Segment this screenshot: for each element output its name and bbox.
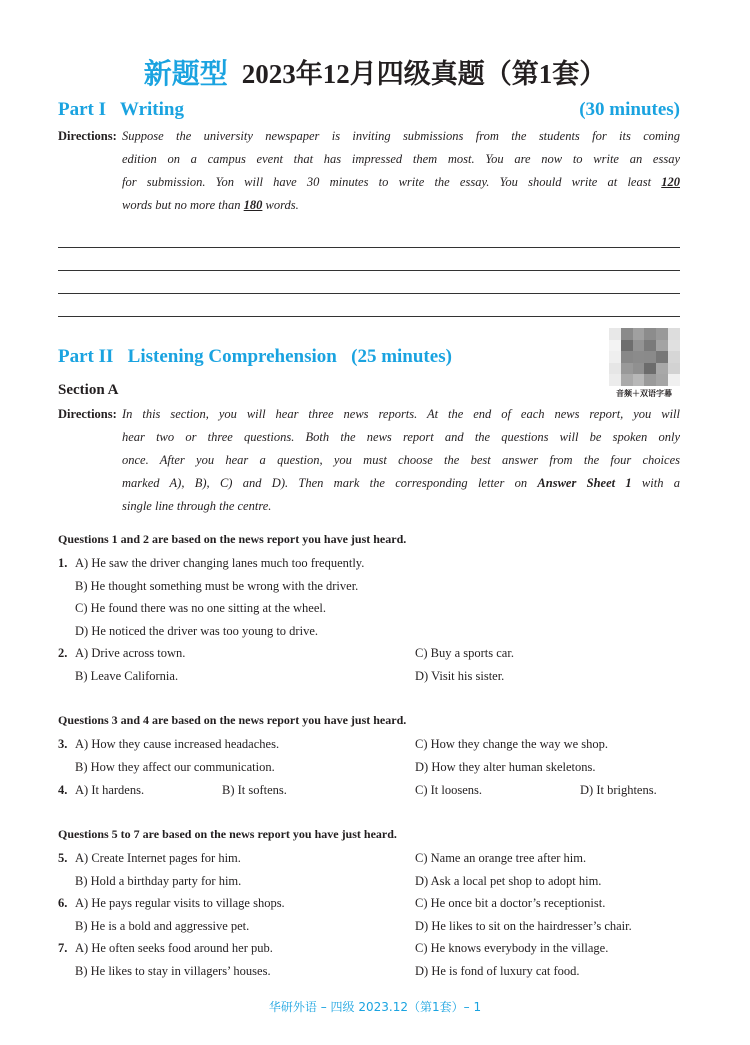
- question-group-header: Questions 5 to 7 are based on the news report you have just heard.: [58, 827, 397, 841]
- answer-option: A) How they cause increased headaches.: [75, 737, 280, 751]
- part1-time: (30 minutes): [579, 99, 680, 120]
- answer-option: C) He once bit a doctor’s receptionist.: [415, 896, 606, 910]
- qr-cell: [621, 374, 633, 386]
- qr-cell: [633, 374, 645, 386]
- qr-cell: [609, 351, 621, 363]
- qr-cell: [621, 363, 633, 375]
- qr-cell: [644, 351, 656, 363]
- answer-option: C) Name an orange tree after him.: [415, 851, 587, 865]
- qr-cell: [644, 374, 656, 386]
- title-prefix: 新题型: [143, 59, 228, 90]
- qr-cell: [656, 351, 668, 363]
- answer-option: C) Buy a sports car.: [415, 646, 514, 660]
- qr-cell: [644, 340, 656, 352]
- answer-option: C) He found there was no one sitting at the wheel.: [75, 601, 326, 615]
- answer-option: A) He pays regular visits to village shops.: [75, 896, 285, 910]
- qr-cell: [656, 328, 668, 340]
- part2-dir-line3: once. After you hear a question, you must choose the best answer from the four choices: [122, 453, 680, 467]
- part2-heading: Part II Listening Comprehension (25 minutes): [58, 346, 452, 367]
- answer-option: D) How they alter human skeletons.: [415, 760, 596, 774]
- qr-code-image: [609, 328, 680, 386]
- qr-cell: [644, 363, 656, 375]
- answer-option: B) Hold a birthday party for him.: [75, 874, 242, 888]
- qr-cell: [656, 363, 668, 375]
- writing-line: [58, 316, 680, 317]
- qr-cell: [656, 340, 668, 352]
- qr-cell: [668, 363, 680, 375]
- qr-label: 音频＋双语字幕: [616, 389, 672, 398]
- page-title: [0, 52, 750, 92]
- qr-cell: [621, 351, 633, 363]
- dir-text: words but no more than: [122, 198, 244, 212]
- qr-cell: [609, 363, 621, 375]
- answer-option: B) Leave California.: [75, 669, 179, 683]
- answer-option: D) He noticed the driver was too young to drive.: [75, 624, 318, 638]
- part2-dir-line2: hear two or three questions. Both the news report and the questions will be spoken only: [122, 430, 680, 444]
- question-number: 1.: [58, 556, 68, 570]
- answer-option: B) He is a bold and aggressive pet.: [75, 919, 250, 933]
- question-number: 5.: [58, 851, 68, 865]
- qr-cell: [633, 363, 645, 375]
- qr-cell: [609, 340, 621, 352]
- answer-option: A) Drive across town.: [75, 646, 186, 660]
- question-number: 6.: [58, 896, 68, 910]
- answer-option: B) How they affect our communication.: [75, 760, 275, 774]
- answer-option: C) How they change the way we shop.: [415, 737, 609, 751]
- question-number: 7.: [58, 941, 68, 955]
- writing-line: [58, 293, 680, 294]
- min-words: 120: [661, 175, 680, 189]
- page-footer: 华研外语 – 四级 2023.12（第1套）– 1: [268, 1000, 482, 1014]
- part1-dir-line4: [122, 198, 299, 213]
- part1-dir-line3: [122, 175, 680, 190]
- qr-cell: [633, 328, 645, 340]
- question-number: 3.: [58, 737, 68, 751]
- answer-option: D) Ask a local pet shop to adopt him.: [415, 874, 602, 888]
- dir-text: marked A), B), C) and D). Then mark the corresponding letter on: [122, 476, 538, 490]
- qr-cell: [609, 328, 621, 340]
- answer-option: B) He likes to stay in villagers’ houses.: [75, 964, 271, 978]
- part2-dir-line1: In this section, you will hear three news reports. At the end of each news report, you will: [122, 407, 680, 421]
- qr-cell: [668, 351, 680, 363]
- answer-option: B) He thought something must be wrong with the driver.: [75, 579, 359, 593]
- qr-cell: [668, 328, 680, 340]
- answer-option: B) It softens.: [222, 783, 287, 797]
- title-main: 2023年12月四级真题（第1套）: [241, 59, 607, 89]
- answer-option: C) It loosens.: [415, 783, 483, 797]
- qr-cell: [644, 328, 656, 340]
- answer-option: D) He likes to sit on the hairdresser’s chair.: [415, 919, 632, 933]
- qr-cell: [609, 374, 621, 386]
- writing-line: [58, 247, 680, 248]
- section-a-heading: Section A: [58, 382, 119, 398]
- dir-text: words.: [262, 198, 299, 212]
- qr-cell: [621, 328, 633, 340]
- part1-dir-line1: Suppose the university newspaper is inviting submissions from the students for its coming: [122, 129, 680, 143]
- qr-cell: [621, 340, 633, 352]
- answer-option: A) He often seeks food around her pub.: [75, 941, 273, 955]
- answer-option: C) He knows everybody in the village.: [415, 941, 609, 955]
- qr-cell: [633, 340, 645, 352]
- part1-directions-label: Directions:: [58, 129, 117, 143]
- answer-option: D) It brightens.: [580, 783, 657, 797]
- part2-dir-line5: single line through the centre.: [122, 499, 272, 513]
- part1-heading: Part I Writing: [58, 99, 184, 120]
- qr-cell: [633, 351, 645, 363]
- part2-dir-line4: [122, 476, 680, 491]
- answer-option: A) It hardens.: [75, 783, 145, 797]
- writing-line: [58, 270, 680, 271]
- max-words: 180: [243, 198, 263, 212]
- answer-option: A) Create Internet pages for him.: [75, 851, 241, 865]
- answer-sheet-ref: Answer Sheet 1: [537, 476, 632, 490]
- dir-text: for submission. Yon will have 30 minutes to write the essay. You should write at least: [122, 175, 662, 189]
- dir-text: with a: [631, 476, 680, 490]
- part2-directions-label: Directions:: [58, 407, 117, 421]
- answer-option: D) Visit his sister.: [415, 669, 505, 683]
- part1-dir-line2: edition on a campus event that has impressed them most. You are now to write an essay: [122, 152, 680, 166]
- answer-option: D) He is fond of luxury cat food.: [415, 964, 580, 978]
- question-number: 2.: [58, 646, 68, 660]
- qr-cell: [668, 374, 680, 386]
- answer-option: A) He saw the driver changing lanes much too frequently.: [75, 556, 365, 570]
- qr-cell: [656, 374, 668, 386]
- question-group-header: Questions 1 and 2 are based on the news report you have just heard.: [58, 532, 407, 546]
- question-number: 4.: [58, 783, 68, 797]
- qr-cell: [668, 340, 680, 352]
- question-group-header: Questions 3 and 4 are based on the news report you have just heard.: [58, 713, 407, 727]
